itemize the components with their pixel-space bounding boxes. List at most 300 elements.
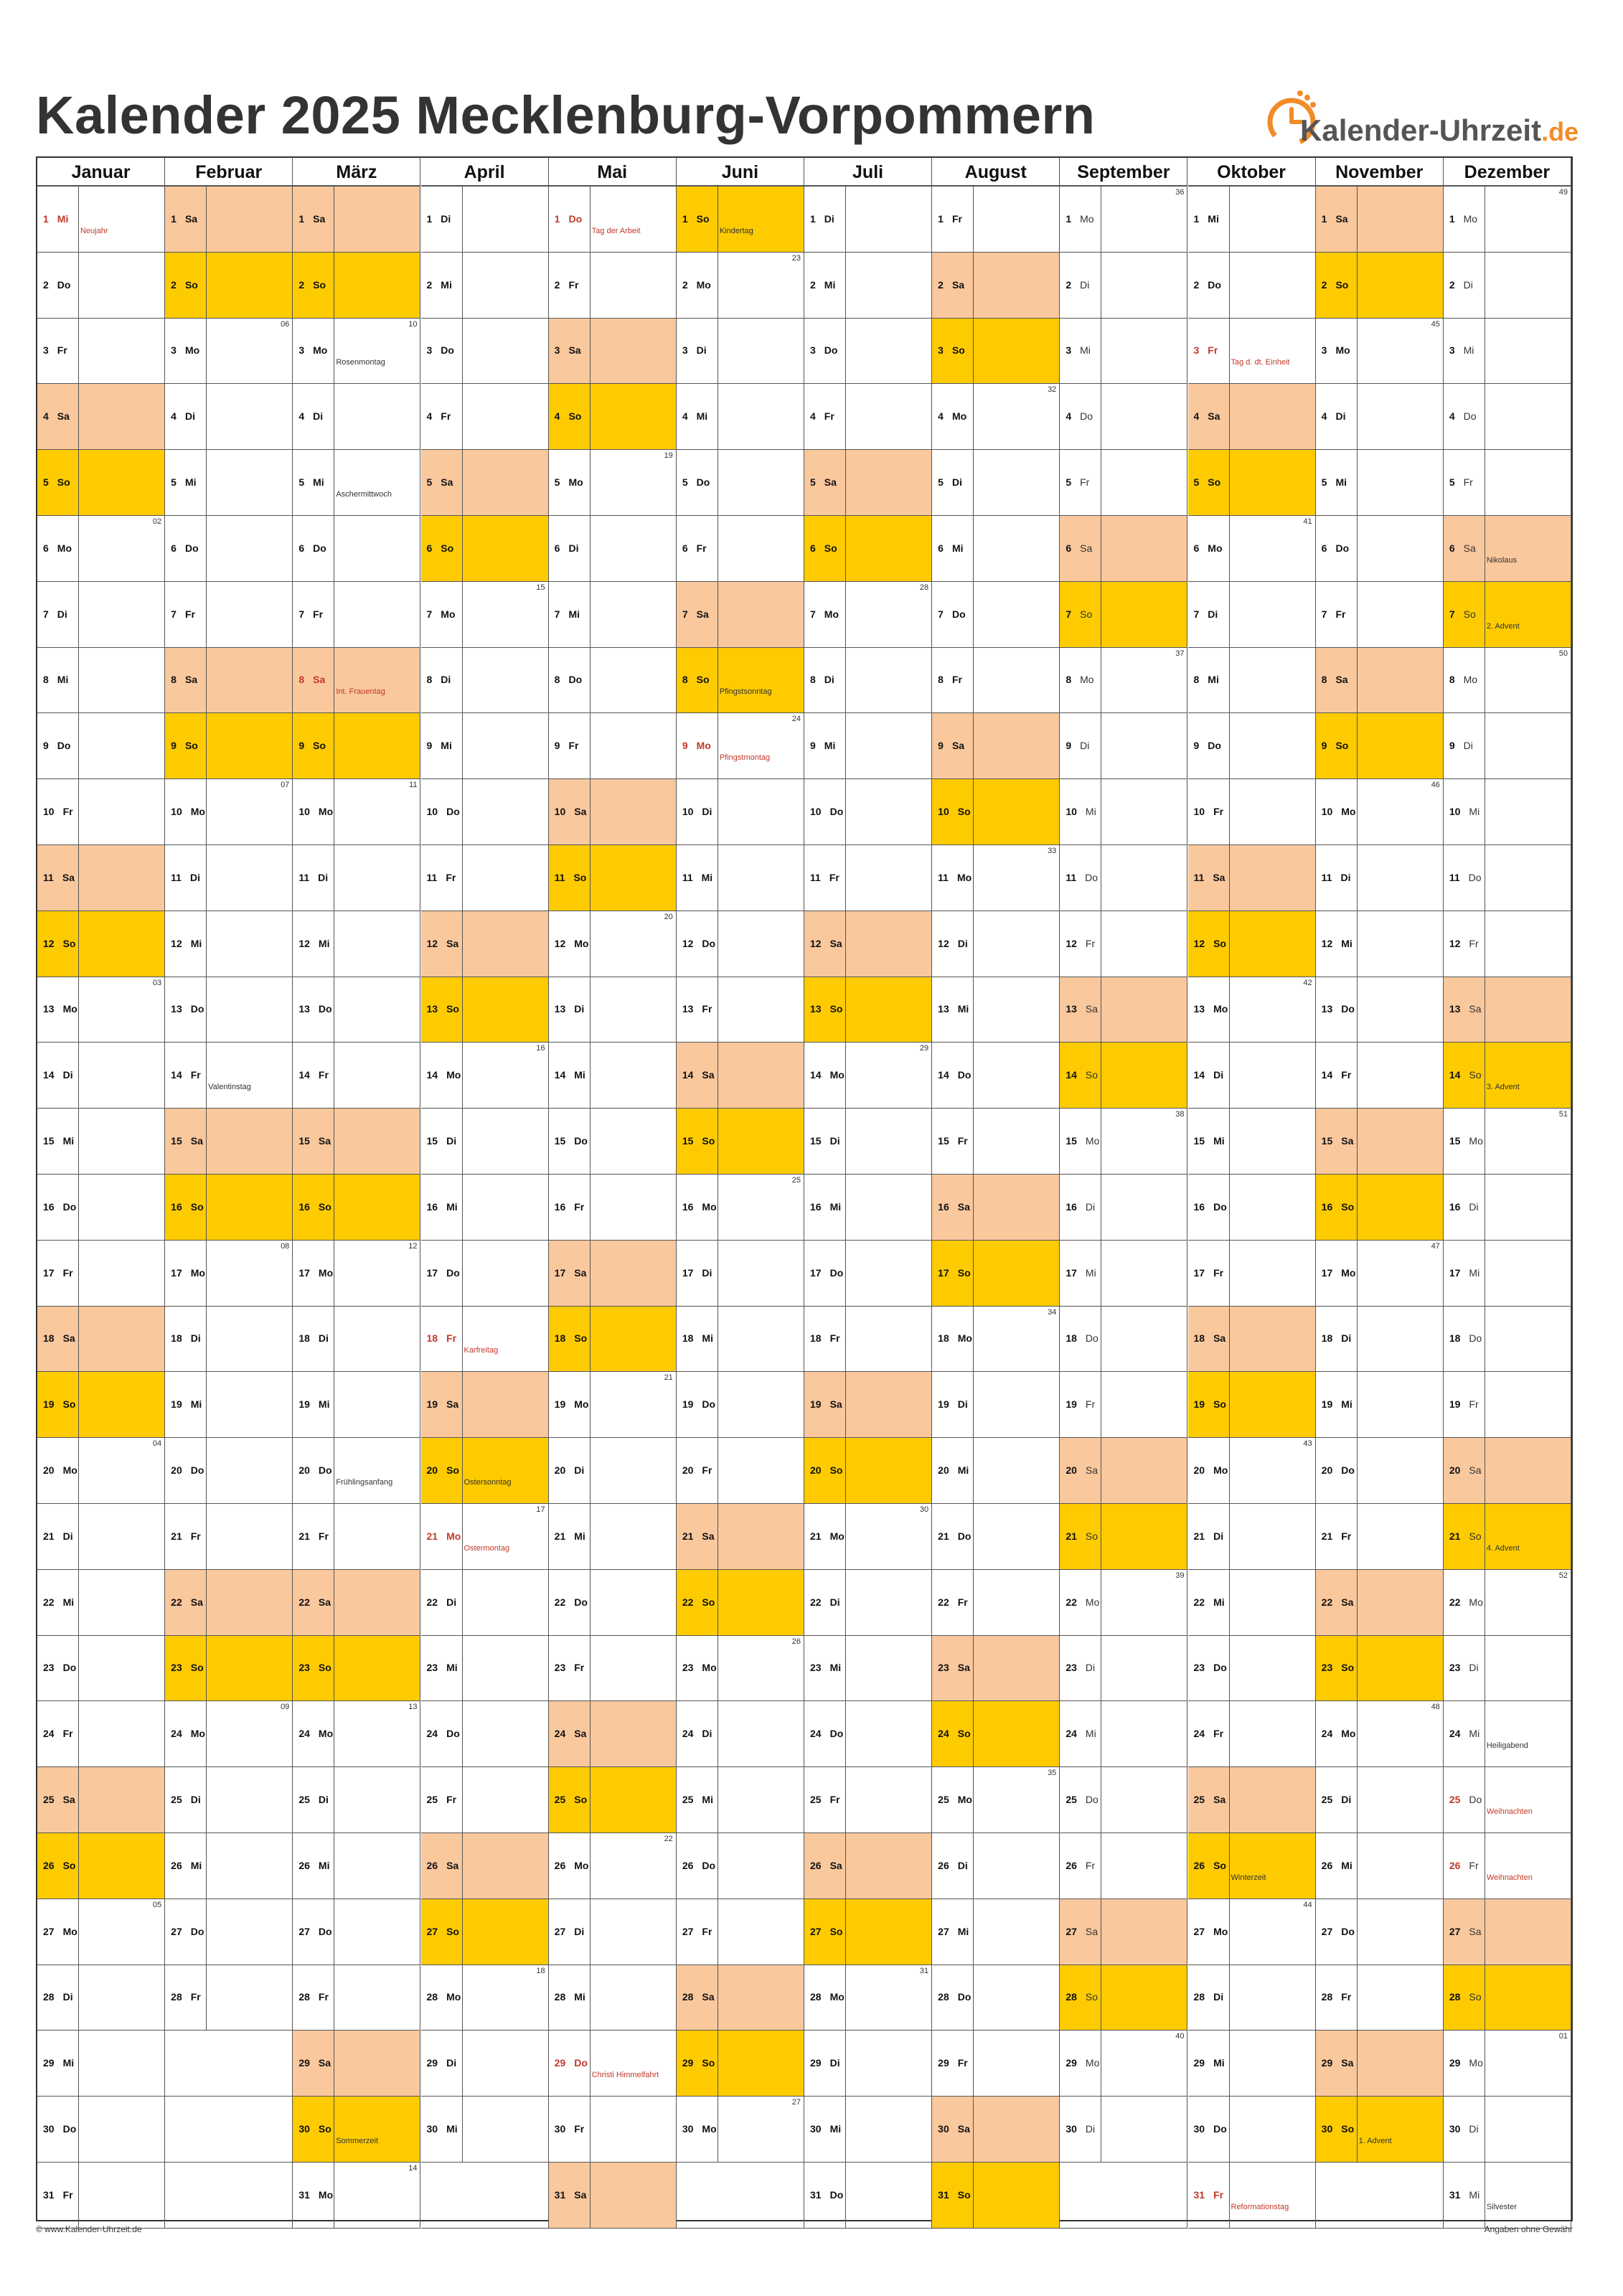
day-number: 13 (1449, 1003, 1461, 1015)
day-number: 19 (426, 1398, 438, 1411)
day-number: 21 (810, 1530, 822, 1542)
day-label (810, 1201, 841, 1213)
day-cell (932, 582, 1060, 648)
day-label (938, 674, 962, 685)
day-cell (1188, 2097, 1316, 2163)
day-number: 4 (938, 410, 944, 423)
day-label (298, 1332, 329, 1344)
day-label (43, 1267, 73, 1279)
day-number: 4 (554, 410, 560, 423)
day-cell (549, 2163, 677, 2229)
weekday-abbr: Mo (956, 871, 972, 883)
day-label (427, 542, 454, 554)
weekday-abbr: Fr (318, 1530, 329, 1542)
day-cell (1060, 911, 1187, 977)
day-label (171, 1860, 202, 1871)
day-number: 13 (298, 1003, 310, 1015)
weekday-abbr: Sa (1085, 1003, 1099, 1015)
day-label (427, 872, 456, 883)
weekday-abbr: Mi (318, 937, 330, 949)
weekday-abbr: Mo (829, 1069, 845, 1081)
day-cell (549, 2097, 677, 2163)
day-number: 1 (1449, 212, 1455, 225)
holiday-label: Tag d. dt. Einheit (1231, 358, 1290, 367)
day-cell (932, 845, 1060, 911)
day-label (938, 1530, 971, 1542)
week-number: 11 (409, 781, 418, 790)
day-number: 29 (1193, 2057, 1205, 2069)
day-label (43, 1926, 77, 1937)
day-number: 28 (1193, 1991, 1205, 2003)
day-cell (549, 1701, 677, 1767)
day-label (682, 1662, 717, 1673)
week-number: 30 (919, 1505, 929, 1514)
day-label (427, 1398, 459, 1410)
day-cell (165, 516, 293, 582)
weekday-abbr: Mi (951, 542, 964, 554)
weekday-abbr: Sa (957, 2123, 970, 2135)
day-cell (804, 384, 932, 450)
day-label (938, 1926, 969, 1937)
day-number: 15 (298, 1135, 310, 1147)
day-cell (1444, 1109, 1571, 1175)
day-cell (1060, 845, 1187, 911)
day-label (555, 740, 579, 751)
day-label (1449, 1201, 1479, 1213)
weekday-abbr: Do (1335, 542, 1350, 554)
day-cell (932, 779, 1060, 845)
day-number: 14 (426, 1069, 438, 1081)
weekday-abbr: Mo (1080, 674, 1094, 686)
weekday-abbr: Sa (446, 1398, 459, 1411)
weekday-abbr: Mi (1469, 1728, 1480, 1740)
weekday-abbr: Di (696, 344, 707, 357)
day-number: 27 (1449, 1925, 1461, 1937)
day-label (938, 1201, 970, 1213)
day-cell (421, 1504, 549, 1570)
day-cell (1060, 713, 1187, 779)
day-label (43, 2189, 73, 2201)
weekday-abbr: Mo (829, 1530, 845, 1542)
week-number: 23 (791, 253, 801, 263)
weekday-abbr: Do (574, 2057, 588, 2069)
day-cell (932, 384, 1060, 450)
weekday-abbr: So (1213, 937, 1226, 949)
day-cell (37, 1504, 165, 1570)
day-label (298, 542, 326, 554)
day-cell (293, 582, 420, 648)
day-cell (1316, 1504, 1444, 1570)
weekday-abbr: Do (1085, 1332, 1099, 1345)
day-number: 16 (682, 1200, 694, 1213)
day-number: 19 (171, 1398, 182, 1411)
week-number: 07 (281, 781, 290, 790)
day-cell (804, 1438, 932, 1504)
event-label: Sommerzeit (336, 2137, 379, 2146)
day-label (682, 872, 712, 883)
weekday-abbr: Mo (1213, 1464, 1228, 1477)
day-number: 11 (810, 871, 821, 883)
day-number: 28 (554, 1991, 566, 2003)
day-cell (932, 1570, 1060, 1636)
day-label (1449, 938, 1479, 949)
day-cell (677, 1438, 804, 1504)
day-label (1449, 2189, 1479, 2201)
day-label (1449, 344, 1474, 356)
weekday-abbr: Di (313, 410, 324, 423)
weekday-abbr: Do (1468, 871, 1482, 883)
day-number: 16 (938, 1200, 949, 1213)
weekday-abbr: Mo (702, 1200, 717, 1213)
day-number: 2 (938, 278, 944, 291)
weekday-abbr: Do (951, 608, 966, 620)
day-number: 5 (43, 476, 49, 489)
weekday-abbr: So (1085, 1530, 1099, 1542)
day-cell (1060, 1570, 1187, 1636)
weekday-abbr: So (1463, 608, 1476, 620)
day-number: 7 (1449, 608, 1455, 620)
weekday-abbr: Sa (574, 2188, 587, 2201)
day-label (1194, 344, 1218, 356)
day-label (1322, 1201, 1354, 1213)
day-number: 11 (1193, 871, 1205, 883)
day-number: 4 (1193, 410, 1200, 423)
day-label (938, 1860, 968, 1871)
day-cell (1188, 1043, 1316, 1109)
weekday-abbr: So (1335, 278, 1349, 291)
day-number: 21 (43, 1530, 55, 1542)
day-cell (932, 1438, 1060, 1504)
day-number: 10 (1065, 806, 1077, 818)
weekday-abbr: Sa (62, 1332, 75, 1345)
day-label (43, 476, 70, 488)
day-label (1065, 608, 1092, 620)
day-label (1194, 608, 1218, 620)
day-cell (549, 1109, 677, 1175)
day-cell (1188, 2031, 1316, 2097)
day-number: 7 (298, 608, 305, 620)
day-number: 7 (682, 608, 688, 620)
day-label (1065, 1860, 1095, 1871)
day-number: 13 (171, 1003, 182, 1015)
day-cell (165, 648, 293, 714)
weekday-abbr: Do (62, 2123, 77, 2135)
day-label (555, 1398, 589, 1410)
weekday-abbr: Mo (318, 1728, 334, 1740)
day-label (1065, 1991, 1098, 2003)
day-number: 22 (938, 1596, 949, 1608)
day-number: 6 (1065, 542, 1072, 554)
weekday-abbr: So (829, 1464, 843, 1477)
week-number: 34 (1048, 1307, 1057, 1317)
day-cell (1060, 1241, 1187, 1307)
day-label (938, 1991, 971, 2003)
day-cell (293, 2097, 420, 2163)
day-cell (549, 450, 677, 516)
day-number: 10 (682, 806, 694, 818)
day-number: 29 (1065, 2057, 1077, 2069)
day-cell (1316, 1438, 1444, 1504)
holiday-label: Tag der Arbeit (591, 226, 641, 235)
day-number: 20 (1065, 1464, 1077, 1477)
day-number: 18 (810, 1332, 822, 1345)
day-number: 22 (1449, 1596, 1461, 1608)
day-label (938, 1596, 968, 1608)
day-label (298, 674, 325, 685)
day-number: 30 (43, 2123, 55, 2135)
day-number: 28 (938, 1991, 949, 2003)
day-number: 10 (298, 806, 310, 818)
day-cell (677, 1570, 804, 1636)
day-number: 24 (810, 1728, 822, 1740)
day-label (810, 410, 834, 422)
day-cell (1444, 319, 1571, 385)
day-number: 1 (1321, 212, 1327, 225)
day-label (810, 2057, 840, 2069)
day-number: 26 (682, 1859, 694, 1871)
day-label (298, 2057, 331, 2069)
weekday-abbr: So (446, 1464, 459, 1477)
day-label (938, 872, 972, 883)
day-cell (1188, 713, 1316, 779)
day-label (555, 1530, 585, 1542)
day-number: 7 (1321, 608, 1327, 620)
day-label (1194, 1135, 1225, 1147)
weekday-abbr: Di (446, 1135, 457, 1147)
day-cell (421, 319, 549, 385)
day-number: 2 (1193, 278, 1200, 291)
day-label (1194, 806, 1224, 817)
day-cell (421, 2097, 549, 2163)
day-number: 4 (43, 410, 49, 423)
day-label (810, 279, 835, 291)
day-cell (37, 1175, 165, 1241)
weekday-abbr: Mi (318, 1398, 330, 1411)
day-number: 31 (1193, 2188, 1205, 2201)
day-cell (1060, 1899, 1187, 1965)
weekday-abbr: Mi (1085, 806, 1096, 818)
day-cell (804, 1043, 932, 1109)
day-cell (1188, 1965, 1316, 2031)
day-number: 31 (1449, 2188, 1461, 2201)
day-label (171, 279, 198, 291)
weekday-abbr: Mo (1085, 2057, 1100, 2069)
day-label (938, 2057, 968, 2069)
day-cell (1060, 2097, 1187, 2163)
day-cell (1316, 779, 1444, 845)
day-number: 19 (1449, 1398, 1461, 1411)
day-number: 7 (171, 608, 177, 620)
day-number: 2 (1065, 278, 1072, 291)
day-cell (1060, 1372, 1187, 1438)
day-number: 27 (171, 1925, 182, 1937)
weekday-abbr: Mo (446, 1991, 461, 2003)
day-cell (37, 845, 165, 911)
day-cell (165, 1241, 293, 1307)
day-cell (421, 977, 549, 1043)
day-cell (932, 1504, 1060, 1570)
weekday-abbr: Mo (574, 1859, 589, 1871)
day-number: 22 (810, 1596, 822, 1608)
weekday-abbr: Mo (318, 1266, 334, 1279)
weekday-abbr: Do (57, 740, 71, 752)
day-label (427, 608, 456, 620)
day-cell (677, 1175, 804, 1241)
weekday-abbr: Mi (1469, 2188, 1480, 2201)
day-cell (677, 2031, 804, 2097)
day-label (810, 1069, 845, 1081)
day-number: 17 (171, 1266, 182, 1279)
day-label (555, 1596, 588, 1608)
day-number: 9 (682, 740, 688, 752)
day-number: 1 (1065, 212, 1072, 225)
day-label (298, 1267, 333, 1279)
day-cell (677, 384, 804, 450)
day-cell (37, 319, 165, 385)
weekday-abbr: Fr (57, 344, 67, 357)
weekday-abbr: Sa (951, 278, 965, 291)
day-label (682, 1860, 715, 1871)
day-label (555, 1464, 585, 1476)
day-cell (165, 713, 293, 779)
day-number: 31 (43, 2188, 55, 2201)
day-cell (1188, 977, 1316, 1043)
weekday-abbr: Do (829, 1728, 844, 1740)
weekday-abbr: Mi (1341, 937, 1352, 949)
day-cell (293, 1504, 420, 1570)
weekday-abbr: Mo (1208, 542, 1223, 554)
weekday-abbr: Sa (1335, 212, 1348, 225)
day-cell (1444, 253, 1571, 319)
logo-tld: .de (1541, 117, 1579, 146)
day-label (1065, 674, 1093, 685)
weekday-abbr: Sa (574, 806, 587, 818)
day-cell (677, 1109, 804, 1175)
day-label (810, 213, 834, 225)
day-number: 3 (1193, 344, 1200, 357)
day-cell (1060, 1175, 1187, 1241)
day-cell (932, 1767, 1060, 1833)
day-cell (37, 2163, 165, 2229)
day-label (1194, 674, 1219, 685)
day-number: 20 (171, 1464, 182, 1477)
day-number: 12 (171, 937, 182, 949)
day-label (1449, 410, 1477, 422)
day-cell (37, 1899, 165, 1965)
day-label (1322, 608, 1346, 620)
day-cell (293, 977, 420, 1043)
day-cell (421, 1372, 549, 1438)
weekday-abbr: Do (313, 542, 326, 554)
week-number: 15 (536, 583, 545, 592)
day-label (938, 938, 968, 949)
day-label (555, 1794, 587, 1805)
weekday-abbr: Mo (446, 1069, 461, 1081)
day-number: 15 (1193, 1135, 1205, 1147)
weekday-abbr: Do (702, 937, 716, 949)
day-number: 28 (1321, 1991, 1333, 2003)
day-number: 17 (426, 1266, 438, 1279)
day-label (1449, 1398, 1479, 1410)
day-number: 15 (1065, 1135, 1077, 1147)
day-number: 6 (298, 542, 305, 554)
day-number: 15 (426, 1135, 438, 1147)
day-number: 11 (1321, 871, 1332, 883)
day-cell (165, 1701, 293, 1767)
day-label (43, 1003, 77, 1015)
day-cell (1188, 187, 1316, 253)
weekday-abbr: Di (62, 1991, 73, 2003)
weekday-abbr: Fr (1213, 1266, 1224, 1279)
day-cell (293, 1109, 420, 1175)
day-label (43, 1794, 75, 1805)
weekday-abbr: Fr (190, 1530, 201, 1542)
day-number: 16 (1065, 1200, 1077, 1213)
day-label (43, 1530, 73, 1542)
weekday-abbr: Sa (190, 1135, 203, 1147)
day-cell (549, 648, 677, 714)
day-number: 8 (298, 674, 305, 686)
day-number: 24 (1449, 1728, 1461, 1740)
day-number: 18 (682, 1332, 694, 1345)
day-number: 17 (1193, 1266, 1205, 1279)
day-label (1322, 1398, 1352, 1410)
day-cell (37, 713, 165, 779)
weekday-abbr: So (1085, 1069, 1099, 1081)
day-cell (165, 1767, 293, 1833)
day-number: 27 (682, 1925, 694, 1937)
day-cell (677, 845, 804, 911)
day-cell (932, 450, 1060, 516)
day-cell (804, 582, 932, 648)
day-number: 12 (1065, 937, 1077, 949)
day-label (43, 1332, 75, 1344)
day-cell (1444, 384, 1571, 450)
day-label (171, 542, 198, 554)
day-label (171, 1398, 202, 1410)
weekday-abbr: Mi (702, 1332, 713, 1345)
day-cell (1316, 450, 1444, 516)
day-number: 10 (810, 806, 822, 818)
weekday-abbr: Sa (1085, 1925, 1099, 1937)
day-number: 6 (554, 542, 560, 554)
day-cell (421, 1043, 549, 1109)
day-number: 20 (1321, 1464, 1333, 1477)
day-number: 3 (810, 344, 816, 357)
day-label (938, 476, 962, 488)
day-label (810, 1662, 841, 1673)
weekday-abbr: Sa (829, 937, 842, 949)
day-label (1322, 1530, 1352, 1542)
day-cell (165, 187, 293, 253)
day-number: 11 (554, 871, 565, 883)
day-cell (37, 1701, 165, 1767)
weekday-abbr: So (1341, 2123, 1355, 2135)
day-number: 6 (1449, 542, 1455, 554)
day-cell (37, 2097, 165, 2163)
day-number: 7 (1065, 608, 1072, 620)
day-cell (932, 253, 1060, 319)
day-cell (1444, 1899, 1571, 1965)
day-label (810, 1794, 840, 1805)
day-number: 30 (554, 2123, 566, 2135)
day-number: 23 (298, 1662, 310, 1674)
weekday-abbr: Mi (1208, 212, 1219, 225)
day-cell (1060, 1833, 1187, 1899)
day-number: 11 (171, 871, 182, 883)
day-cell (804, 1372, 932, 1438)
day-number: 29 (1449, 2057, 1461, 2069)
